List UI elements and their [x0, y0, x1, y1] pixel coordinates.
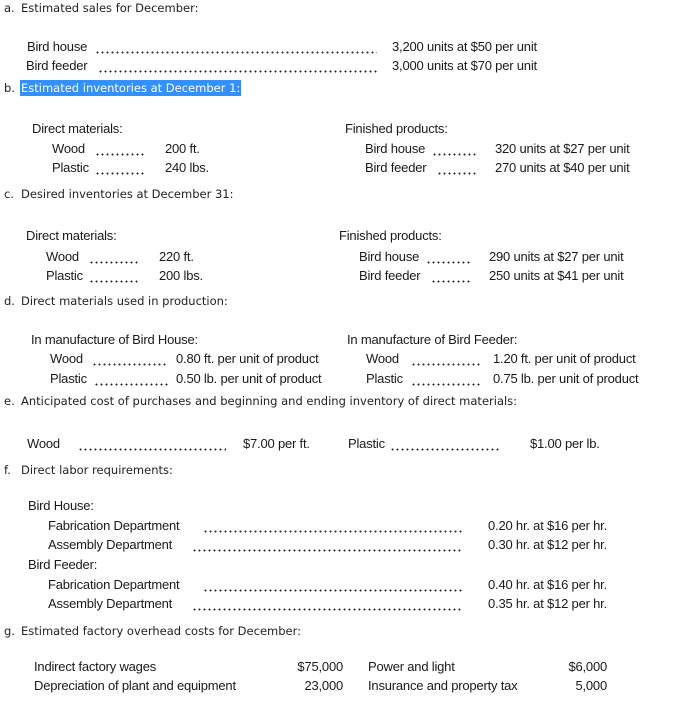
dot-leader	[78, 436, 226, 452]
product-value: 290 units at $27 per unit	[489, 249, 624, 264]
material-label: Wood	[52, 141, 85, 156]
bird-feeder-labor-title: Bird Feeder:	[28, 557, 98, 572]
direct-materials-title: Direct materials:	[26, 228, 117, 243]
wood-cost-value: $7.00 per ft.	[243, 436, 310, 451]
dot-leader	[431, 268, 472, 284]
dot-leader	[437, 160, 478, 176]
material-value: 200 lbs.	[159, 268, 203, 283]
material-label: Wood	[50, 351, 83, 366]
product-label: Bird feeder	[359, 268, 421, 283]
section-c-letter: c.	[4, 187, 14, 201]
section-f-letter: f.	[4, 463, 11, 477]
material-value: 240 lbs.	[165, 160, 209, 175]
dot-leader	[411, 371, 481, 387]
usage-value: 0.80 ft. per unit of product	[176, 351, 319, 366]
labor-value: 0.40 hr. at $16 per hr.	[488, 577, 607, 592]
direct-materials-title: Direct materials:	[32, 121, 123, 136]
product-value: 250 units at $41 per unit	[489, 268, 624, 283]
product-label: Bird house	[359, 249, 420, 264]
material-label: Wood	[366, 351, 399, 366]
labor-value: 0.20 hr. at $16 per hr.	[488, 518, 607, 533]
dot-leader	[89, 268, 139, 284]
usage-value: 0.75 lb. per unit of product	[493, 371, 639, 386]
section-g-letter: g.	[4, 624, 15, 638]
department-label: Fabrication Department	[48, 518, 180, 533]
section-g-heading: Estimated factory overhead costs for December:	[21, 624, 301, 638]
material-label: Wood	[46, 249, 79, 264]
overhead-label: Indirect factory wages	[34, 659, 157, 674]
product-value: 270 units at $40 per unit	[495, 160, 630, 175]
section-d-heading: Direct materials used in production:	[21, 294, 228, 308]
sales-label: Bird house	[27, 39, 88, 54]
department-label: Assembly Department	[48, 537, 173, 552]
plastic-cost-value: $1.00 per lb.	[530, 436, 600, 451]
department-label: Fabrication Department	[48, 577, 180, 592]
overhead-value: $6,000	[568, 659, 607, 674]
product-value: 320 units at $27 per unit	[495, 141, 630, 156]
dot-leader	[432, 141, 478, 157]
overhead-label: Depreciation of plant and equipment	[34, 678, 236, 693]
overhead-label: Power and light	[368, 659, 455, 674]
dot-leader	[203, 577, 463, 593]
overhead-value: 23,000	[304, 678, 343, 693]
bird-feeder-usage-title: In manufacture of Bird Feeder:	[347, 332, 518, 347]
product-label: Bird house	[365, 141, 426, 156]
section-e-letter: e.	[4, 394, 15, 408]
material-label: Plastic	[50, 371, 87, 386]
section-f-heading: Direct labor requirements:	[21, 463, 173, 477]
usage-value: 0.50 lb. per unit of product	[176, 371, 322, 386]
dot-leader	[390, 436, 500, 452]
finished-products-title: Finished products:	[339, 228, 442, 243]
material-value: 200 ft.	[165, 141, 200, 156]
finished-products-title: Finished products:	[345, 121, 448, 136]
dot-leader	[92, 351, 168, 367]
material-value: 220 ft.	[159, 249, 194, 264]
sales-label: Bird feeder	[26, 58, 88, 73]
material-label: Plastic	[46, 268, 83, 283]
section-e-heading: Anticipated cost of purchases and beginning and ending inventory of direct materials:	[21, 394, 518, 408]
overhead-value: 5,000	[575, 678, 607, 693]
material-label: Plastic	[366, 371, 403, 386]
product-label: Bird feeder	[365, 160, 427, 175]
section-d-letter: d.	[4, 294, 15, 308]
dot-leader	[95, 141, 145, 157]
department-label: Assembly Department	[48, 596, 173, 611]
dot-leader	[95, 39, 377, 55]
dot-leader	[95, 160, 145, 176]
sales-value: 3,000 units at $70 per unit	[392, 58, 537, 73]
usage-value: 1.20 ft. per unit of product	[493, 351, 636, 366]
sales-value: 3,200 units at $50 per unit	[392, 39, 537, 54]
bird-house-usage-title: In manufacture of Bird House:	[31, 332, 198, 347]
section-b-heading-selected[interactable]: Estimated inventories at December 1:	[21, 81, 241, 95]
plastic-cost-label: Plastic	[348, 436, 385, 451]
wood-cost-label: Wood	[27, 436, 60, 451]
dot-leader	[203, 518, 463, 534]
dot-leader	[192, 596, 463, 612]
section-c-heading: Desired inventories at December 31:	[21, 187, 234, 201]
dot-leader	[426, 249, 472, 265]
overhead-label: Insurance and property tax	[368, 678, 518, 693]
section-a-letter: a.	[4, 1, 15, 15]
section-a-heading: Estimated sales for December:	[21, 1, 199, 15]
labor-value: 0.30 hr. at $12 per hr.	[488, 537, 607, 552]
dot-leader	[89, 249, 139, 265]
labor-value: 0.35 hr. at $12 per hr.	[488, 596, 607, 611]
dot-leader	[411, 351, 481, 367]
overhead-value: $75,000	[297, 659, 343, 674]
dot-leader	[192, 537, 463, 553]
section-b-letter: b.	[4, 81, 15, 95]
bird-house-labor-title: Bird House:	[28, 498, 94, 513]
dot-leader	[98, 58, 377, 74]
dot-leader	[94, 371, 168, 387]
material-label: Plastic	[52, 160, 89, 175]
